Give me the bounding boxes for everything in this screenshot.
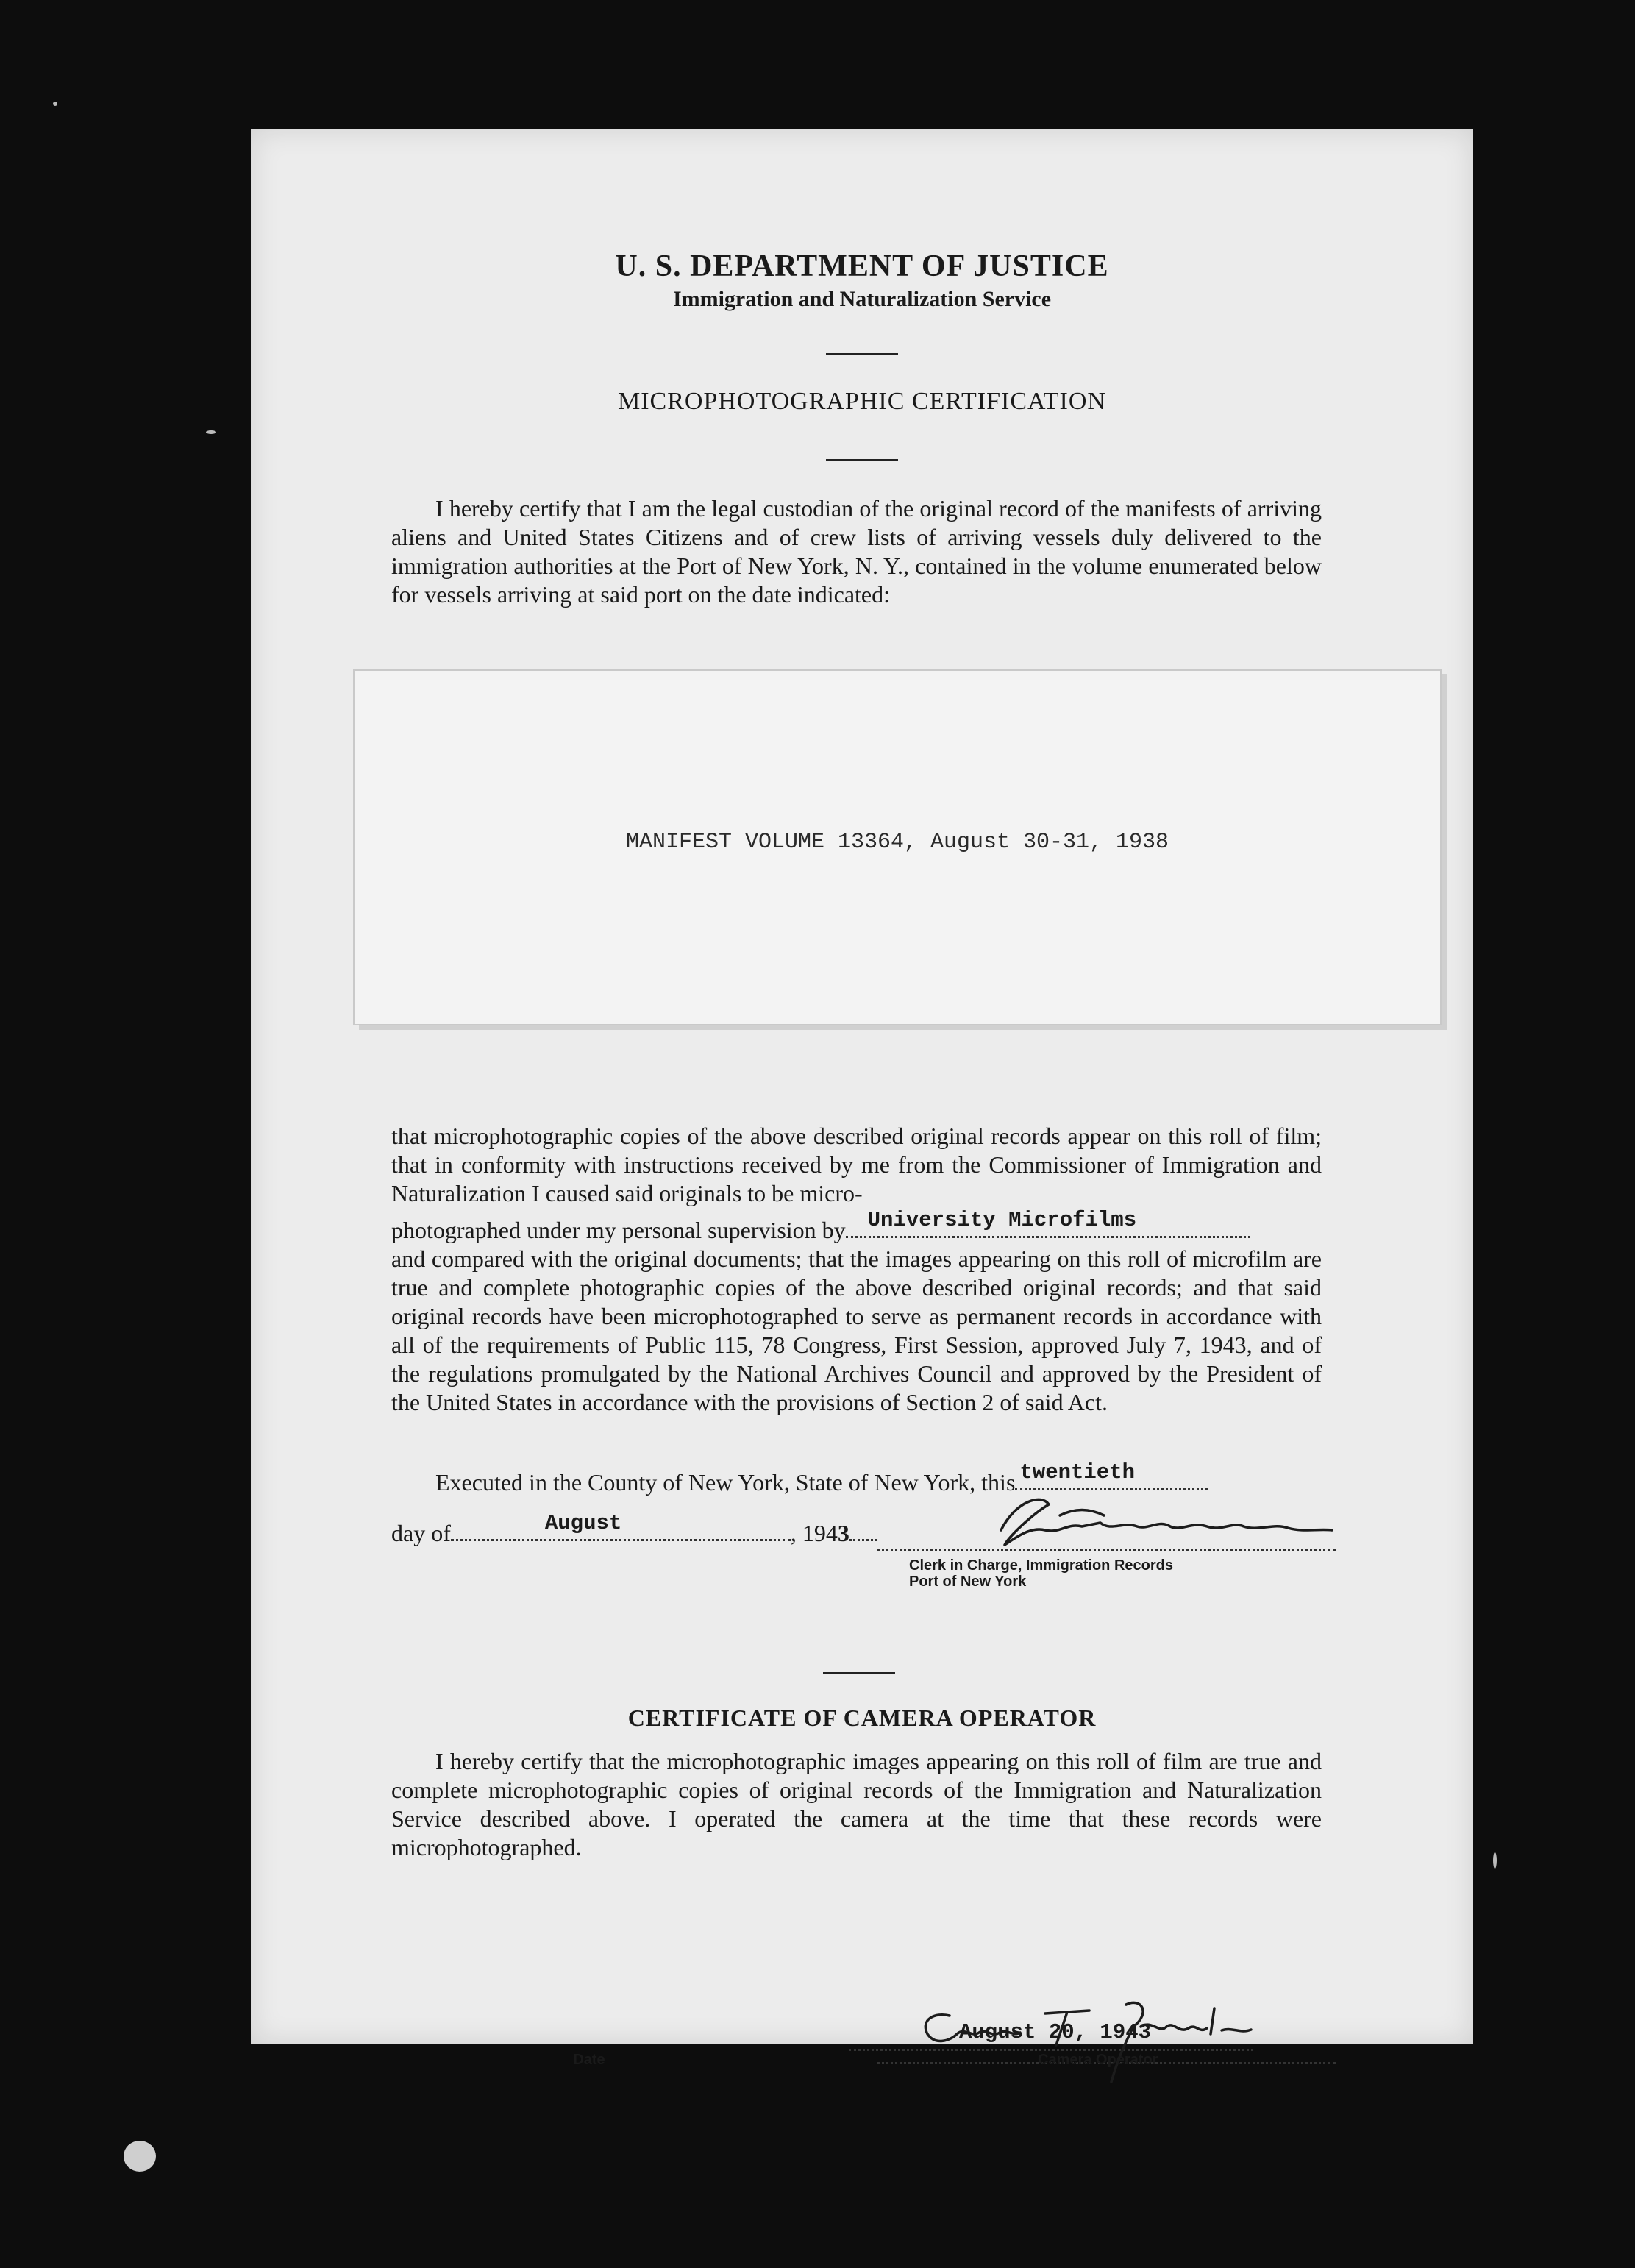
camera-operator-paragraph bbox=[391, 1747, 1322, 1862]
film-speck bbox=[1493, 1852, 1497, 1869]
certification-title: MICROPHOTOGRAPHIC CERTIFICATION bbox=[617, 388, 1106, 415]
photographed-line bbox=[391, 1208, 1322, 1245]
year-prefix: , 194 bbox=[790, 1520, 838, 1546]
divider bbox=[826, 459, 898, 461]
clerk-title-line-2: Port of New York bbox=[909, 1574, 1027, 1590]
intro-paragraph bbox=[391, 494, 1322, 609]
certification-body bbox=[391, 1122, 1322, 1417]
month-value: August bbox=[544, 1511, 622, 1535]
certification-text-2: and compared with the original documents; that the images appearing on this roll of microfilm are true and complete photographic copies of the above described original records; and that said original records have been microphotographed to serve as permanent records in accordance with all of the requirements of Public 115, 78 Congress, First Session, approved July 7, 1943, and of the regulations promulgated by the National Archives Council and approved by the President of the United States in accordance with the provisions of Section 2 of said Act. bbox=[391, 1245, 1322, 1415]
film-speck bbox=[206, 430, 216, 434]
photographer-field bbox=[846, 1208, 1250, 1238]
photographer-value: University Microfilms bbox=[867, 1208, 1137, 1232]
clerk-signature bbox=[972, 1486, 1354, 1552]
intro-text: I hereby certify that I am the legal custodian of the original record of the manifests of arriving aliens and United States Citizens and of crew lists of arriving vessels duly delivered to the immigration authorities at the Port of New York, N. Y., contained in the volume enumerated below for vessels arriving at said port on the date indicated: bbox=[391, 495, 1322, 608]
divider bbox=[823, 1672, 895, 1674]
film-speck bbox=[53, 102, 57, 106]
camera-operator-label: Camera Operator bbox=[1038, 2052, 1158, 2068]
clerk-title-line-1: Clerk in Charge, Immigration Records bbox=[909, 1557, 1173, 1574]
year-dots bbox=[849, 1517, 877, 1541]
film-speck bbox=[124, 2141, 156, 2172]
date-value: August 20, 1943 bbox=[959, 2020, 1152, 2044]
year-digit: 3 bbox=[837, 1520, 849, 1546]
day-value: twentieth bbox=[1019, 1460, 1136, 1485]
date-label: Date bbox=[573, 2052, 605, 2068]
camera-operator-heading: CERTIFICATE OF CAMERA OPERATOR bbox=[627, 1704, 1097, 1731]
department-heading: U. S. DEPARTMENT OF JUSTICE bbox=[615, 249, 1109, 283]
camera-operator-signature bbox=[905, 1975, 1317, 2086]
service-subheading: Immigration and Naturalization Service bbox=[672, 287, 1052, 311]
manifest-slip bbox=[353, 669, 1442, 1025]
certificate-page bbox=[251, 129, 1473, 2068]
camera-operator-text: I hereby certify that the microphotographic images appearing on this roll of film are true and complete microphotographic copies of original records of the Immigration and Naturalization Service described above. I operated the camera at the time that these records were microphotographed. bbox=[391, 1748, 1322, 1860]
month-field bbox=[451, 1511, 791, 1541]
certification-text-1: that microphotographic copies of the above described original records appear on this roll of film; that in conformity with instructions received by me from the Commissioner of Immigration and Naturalization I caused said originals to be micro- bbox=[391, 1123, 1322, 1206]
day-of-line bbox=[391, 1511, 877, 1548]
manifest-volume-text: MANIFEST VOLUME 13364, August 30-31, 1938 bbox=[625, 830, 1169, 855]
day-of-label: day of bbox=[391, 1520, 451, 1546]
executed-prefix: Executed in the County of New York, State of New York, this bbox=[435, 1469, 1016, 1496]
photographed-prefix: photographed under my personal supervision by bbox=[391, 1217, 846, 1243]
divider bbox=[826, 353, 898, 355]
